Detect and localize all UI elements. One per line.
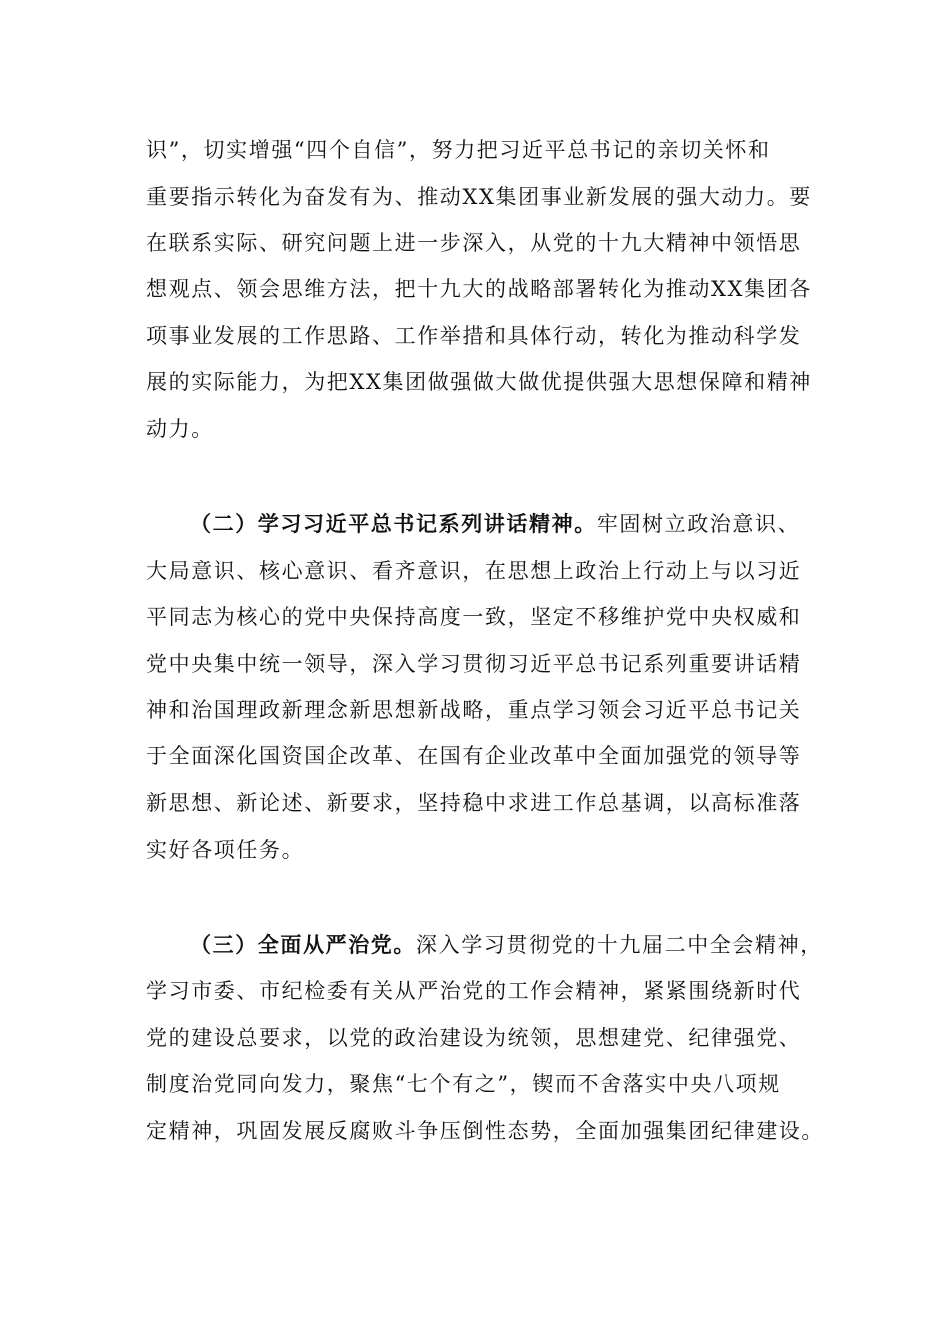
paragraph-2-line-5: 神和治国理政新理念新思想新战略，重点学习领会习近平总书记关	[146, 698, 802, 722]
paragraph-2-line-6: 于全面深化国资国企改革、在国有企业改革中全面加强党的领导等	[146, 744, 802, 768]
paragraph-2-heading: （二）学习习近平总书记系列讲话精神。	[190, 511, 597, 536]
paragraph-3-first-line	[190, 931, 823, 959]
paragraph-3-line-4: 制度治党同向发力，聚焦“七个有之”，锲而不舍落实中央八项规	[146, 1072, 781, 1096]
paragraph-1-line-5: 项事业发展的工作思路、工作举措和具体行动，转化为推动科学发	[146, 324, 802, 348]
paragraph-1-line-2: 重要指示转化为奋发有为、推动XX集团事业新发展的强大动力。要	[146, 185, 812, 209]
paragraph-3-line-5: 定精神，巩固发展反腐败斗争压倒性态势，全面加强集团纪律建设。	[146, 1119, 824, 1143]
paragraph-3-line-2: 学习市委、市纪检委有关从严治党的工作会精神，紧紧围绕新时代	[146, 979, 802, 1003]
paragraph-1-line-6: 展的实际能力，为把XX集团做强做大做优提供强大思想保障和精神	[146, 370, 812, 394]
paragraph-2-line-4: 党中央集中统一领导，深入学习贯彻习近平总书记系列重要讲话精	[146, 652, 802, 676]
paragraph-2-line-3: 平同志为核心的党中央保持高度一致，坚定不移维护党中央权威和	[146, 605, 802, 629]
paragraph-3-first-line-text: 深入学习贯彻党的十九届二中全会精神，	[416, 933, 823, 957]
paragraph-2-first-line-text: 牢固树立政治意识、	[596, 512, 801, 536]
paragraph-1-line-4: 想观点、领会思维方法，把十九大的战略部署转化为推动XX集团各	[146, 277, 812, 301]
paragraph-3-heading: （三）全面从严治党。	[190, 932, 416, 957]
paragraph-3-line-3: 党的建设总要求，以党的政治建设为统领，思想建党、纪律强党、	[146, 1026, 802, 1050]
paragraph-1-line-1: 识”，切实增强“四个自信”，努力把习近平总书记的亲切关怀和	[146, 138, 771, 162]
paragraph-2-line-8: 实好各项任务。	[146, 838, 305, 862]
paragraph-2-line-7: 新思想、新论述、新要求，坚持稳中求进工作总基调，以高标准落	[146, 791, 802, 815]
paragraph-1-line-3: 在联系实际、研究问题上进一步深入，从党的十九大精神中领悟思	[146, 231, 802, 255]
paragraph-2-line-2: 大局意识、核心意识、看齐意识，在思想上政治上行动上与以习近	[146, 559, 802, 583]
paragraph-2-first-line	[190, 510, 800, 538]
paragraph-1-line-7: 动力。	[146, 417, 214, 441]
